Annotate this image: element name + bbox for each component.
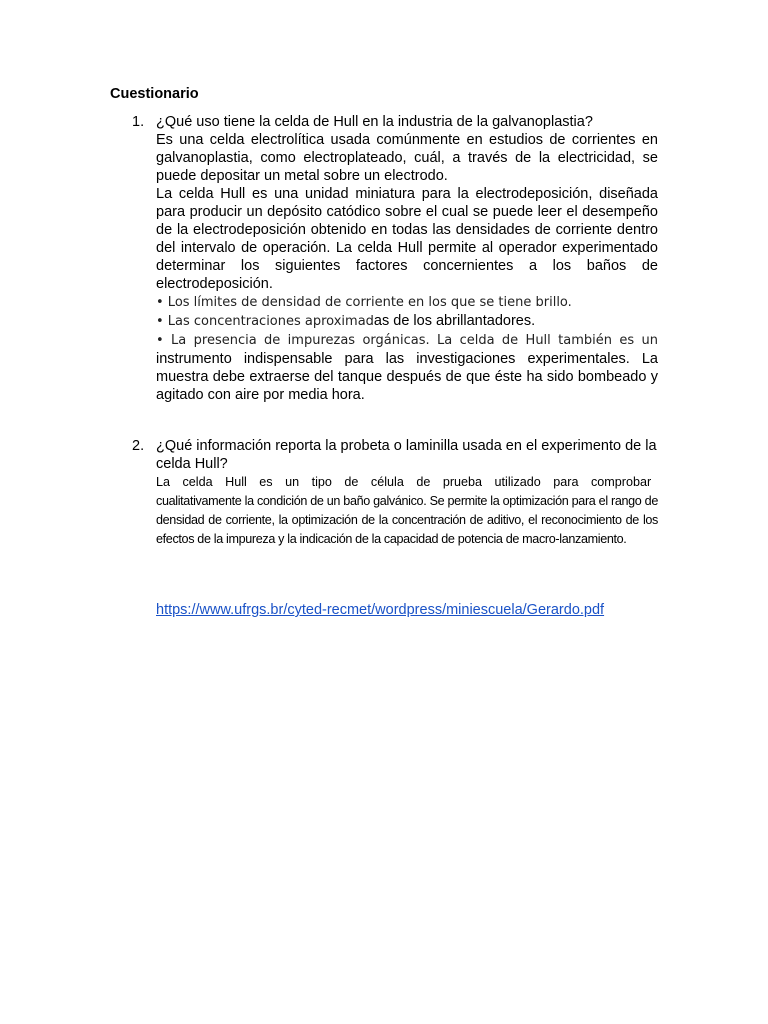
answer-paragraph: Es una celda electrolítica usada comúnmente en estudios de corrientes en galvanoplastia, como electroplateado, cuál, a través de la electricidad, se puede depositar un metal sobre un electrodo.: [156, 132, 658, 184]
bullet-text: • La presencia de impurezas orgánicas. La celda de Hull también es un: [156, 333, 658, 348]
document-title: Cuestionario: [110, 86, 199, 102]
question-body: [156, 437, 658, 549]
question-number: 2.: [132, 438, 145, 454]
bullet-text-cont: instrumento indispensable para las investigaciones experimentales. La muestra debe extraerse del tanque después de que éste ha sido bombeado y agitado con aire por media hora.: [156, 351, 658, 403]
answer-first-line: La celda Hull es un tipo de célula de prueba utilizado para comprobar: [156, 475, 652, 489]
bullet-text-cont: as de los abrillantadores.: [373, 313, 536, 329]
reference-link[interactable]: https://www.ufrgs.br/cyted-recmet/wordpress/miniescuela/Gerardo.pdf: [156, 602, 605, 618]
bullet-item: [156, 293, 658, 312]
bullet-text: • Los límites de densidad de corriente en los que se tiene brillo.: [156, 295, 572, 310]
question-body: [156, 113, 658, 404]
question-text: ¿Qué uso tiene la celda de Hull en la industria de la galvanoplastia?: [156, 114, 593, 130]
bullet-text: • Las concentraciones aproximad: [156, 314, 374, 329]
question-number: 1.: [132, 114, 145, 130]
bullet-item: [156, 312, 658, 331]
answer-paragraph: La celda Hull es una unidad miniatura para la electrodeposición, diseñada para producir un depósito catódico sobre el cual se puede leer el desempeño de la electrodeposición obtenido en todas las densidades de corriente dentro del intervalo de operación. La celda Hull permite al operador experimentado determinar los siguientes factores concernientes a los baños de electrodeposición.: [156, 186, 658, 292]
question-text: ¿Qué información reporta la probeta o laminilla usada en el experimento de la celda Hull?: [156, 438, 657, 472]
answer-paragraph: cualitativamente la condición de un baño galvánico. Se permite la optimización para el rango de densidad de corriente, la optimización de la concentración de aditivo, el reconocimiento de los efectos de la impureza y la indicación de la capacidad de potencia de macro-lanzamiento.: [156, 494, 658, 546]
bullet-item: [156, 331, 658, 404]
